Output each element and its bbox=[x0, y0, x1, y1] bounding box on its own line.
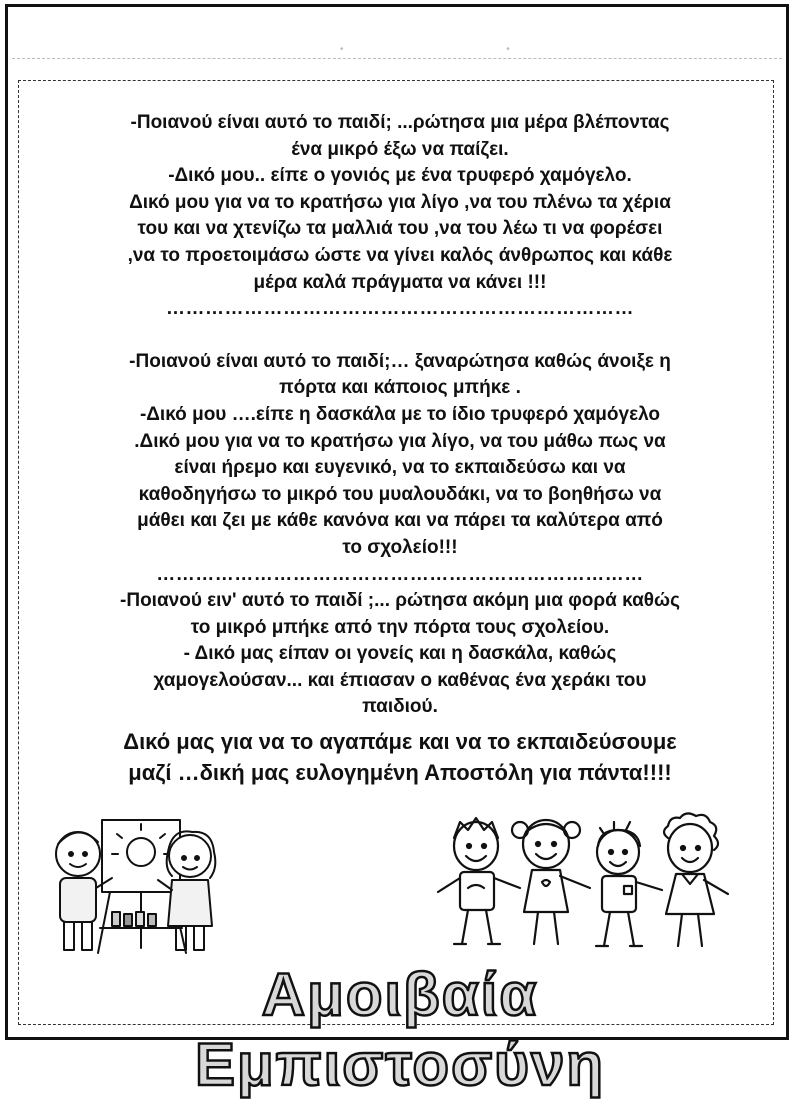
text-line: το μικρό μπήκε από την πόρτα τους σχολείου. bbox=[190, 616, 610, 638]
text-line: μάθει και ζει με κάθε κανόνα και να πάρει τα καλύτερα από bbox=[137, 510, 663, 532]
poster-title: Αμοιβαία Εμπιστοσύνη bbox=[194, 961, 606, 1098]
closing-text bbox=[40, 726, 760, 788]
text-line: - Δικό μας είπαν οι γονείς και η δασκάλα, καθώς bbox=[183, 643, 617, 665]
text-line: καθοδηγήσω το μικρό του μυαλουδάκι, να το βοηθήσω να bbox=[138, 483, 662, 505]
text-line: -Δικό μου.. είπε ο γονιός με ένα τρυφερό χαμόγελο. bbox=[168, 165, 632, 187]
text-line: -Ποιανού είναι αυτό το παιδί;… ξαναρώτησα καθώς άνοιξε η bbox=[129, 350, 671, 372]
text-line: -Δικό μου ….είπε η δασκάλα με το ίδιο τρυφερό χαμόγελο bbox=[139, 403, 661, 425]
text-line: χαμογελούσαν... και έπιασαν ο καθένας ένα χεράκι του bbox=[153, 669, 647, 691]
text-line: -Ποιανού ειν' αυτό το παιδί ;... ρώτησα ακόμη μια φορά καθώς bbox=[120, 590, 680, 612]
top-marks: • • bbox=[340, 44, 590, 55]
four-children-holding-hands-icon bbox=[428, 808, 738, 956]
text-line: είναι ήρεμο και ευγενικό, να το εκπαιδεύσω και να bbox=[174, 457, 626, 479]
text-line: -Ποιανού είναι αυτό το παιδί; ...ρώτησα μια μέρα βλέποντας bbox=[130, 112, 670, 133]
closing-line: μαζί …δική μας ευλογημένη Αποστόλη για πάντα!!!! bbox=[128, 760, 672, 785]
closing-line: Δικό μας για να το αγαπάμε και να το εκπαιδεύσουμε bbox=[123, 729, 677, 754]
two-children-painting-icon bbox=[40, 808, 220, 956]
text-line: του και να χτενίζω τα μαλλιά του ,να του λέω τι να φορέσει bbox=[137, 218, 663, 240]
text-line: ένα μικρό έξω να παίζει. bbox=[291, 138, 509, 160]
text-line: παιδιού. bbox=[362, 696, 438, 718]
story-text bbox=[40, 110, 760, 721]
text-line: Δικό μου για να το κρατήσω για λίγο ,να του πλένω τα χέρια bbox=[129, 191, 671, 213]
dotted-separator: ………………………………………………………………… bbox=[156, 563, 644, 585]
dotted-separator: ……………………………………………………………… bbox=[166, 298, 634, 320]
text-line: πόρτα και κάποιος μπήκε . bbox=[279, 377, 521, 399]
top-dashed-line bbox=[12, 58, 782, 59]
text-line: το σχολείο!!! bbox=[342, 536, 458, 558]
text-line: ,να το προετοιμάσω ώστε να γίνει καλός άνθρωπος και κάθε bbox=[127, 244, 673, 266]
text-line: .Δικό μου για να το κρατήσω για λίγο, να του μάθω πως να bbox=[134, 430, 666, 452]
text-line: μέρα καλά πράγματα να κάνει !!! bbox=[253, 271, 547, 293]
